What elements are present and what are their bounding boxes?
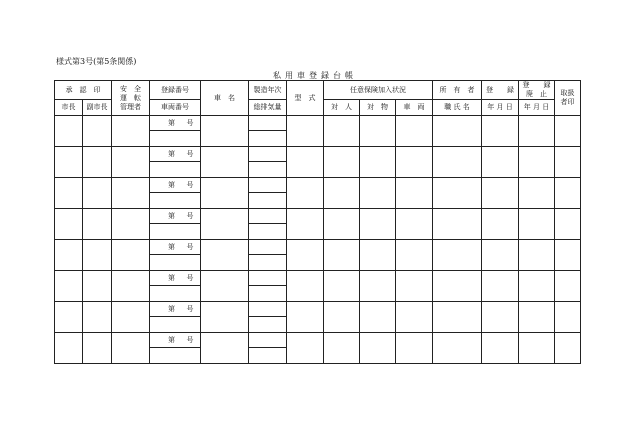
- ledger-cell[interactable]: [360, 271, 396, 302]
- ledger-cell[interactable]: [55, 240, 83, 271]
- ledger-cell[interactable]: [519, 271, 555, 302]
- ledger-cell[interactable]: [433, 271, 482, 302]
- ledger-cell[interactable]: [360, 209, 396, 240]
- ledger-cell[interactable]: [555, 209, 581, 240]
- manufacture-year-cell[interactable]: [249, 240, 287, 255]
- ledger-cell[interactable]: [83, 333, 112, 364]
- dereg-date-header: 年 月 日: [519, 100, 555, 116]
- ledger-cell[interactable]: [324, 333, 360, 364]
- reg-date-header: 年 月 日: [482, 100, 519, 116]
- ledger-cell[interactable]: [83, 147, 112, 178]
- ledger-cell[interactable]: [112, 302, 150, 333]
- manufacture-year-cell[interactable]: [249, 147, 287, 162]
- ledger-cell[interactable]: [287, 209, 324, 240]
- handler-header: 取扱 者印: [555, 81, 581, 116]
- vice-mayor-header: 副市長: [83, 100, 112, 116]
- ledger-cell[interactable]: [112, 240, 150, 271]
- ledger-cell[interactable]: [287, 147, 324, 178]
- table-row: [55, 178, 581, 193]
- ledger-cell[interactable]: [555, 271, 581, 302]
- displacement-cell[interactable]: [249, 162, 287, 178]
- ledger-cell[interactable]: [201, 147, 249, 178]
- page-title: 私用車登録台帳: [273, 71, 357, 80]
- registration-ledger-table: [54, 80, 581, 364]
- row-suffix: 号: [186, 180, 194, 189]
- ledger-cell[interactable]: [201, 116, 249, 147]
- reg-number-cell[interactable]: [150, 240, 201, 255]
- displacement-cell[interactable]: [249, 286, 287, 302]
- ledger-cell[interactable]: [519, 116, 555, 147]
- row-suffix: 号: [186, 304, 194, 313]
- property-header: 対 物: [360, 100, 396, 116]
- displacement-cell[interactable]: [249, 193, 287, 209]
- reg-number-cell[interactable]: [150, 116, 201, 131]
- ledger-cell[interactable]: [83, 240, 112, 271]
- ledger-cell[interactable]: [482, 178, 519, 209]
- approval-header: 承 認 印: [55, 81, 112, 100]
- row-suffix: 号: [186, 273, 194, 282]
- ledger-cell[interactable]: [360, 240, 396, 271]
- ledger-cell[interactable]: [55, 271, 83, 302]
- ledger-cell[interactable]: [555, 333, 581, 364]
- ledger-cell[interactable]: [55, 116, 83, 147]
- ledger-cell[interactable]: [519, 178, 555, 209]
- vehicle-number-header: 車両番号: [150, 100, 201, 116]
- ledger-cell[interactable]: [324, 178, 360, 209]
- ledger-cell[interactable]: [433, 116, 482, 147]
- ledger-cell[interactable]: [519, 240, 555, 271]
- manufacture-year-cell[interactable]: [249, 116, 287, 131]
- reg-number-cell[interactable]: [150, 178, 201, 193]
- row-prefix: 第: [168, 335, 175, 344]
- ledger-cell[interactable]: [433, 178, 482, 209]
- ledger-cell[interactable]: [433, 147, 482, 178]
- ledger-cell[interactable]: [201, 178, 249, 209]
- manufacture-year-cell[interactable]: [249, 302, 287, 317]
- mayor-header: 市長: [55, 100, 83, 116]
- safety-manager-header: 安 全 運 転 管理者: [112, 81, 150, 116]
- ledger-cell[interactable]: [482, 302, 519, 333]
- ledger-cell[interactable]: [112, 147, 150, 178]
- ledger-cell[interactable]: [555, 147, 581, 178]
- ledger-cell[interactable]: [433, 240, 482, 271]
- ledger-cell[interactable]: [482, 209, 519, 240]
- table-row: [55, 116, 581, 131]
- deregistration-header: 登 録 廃 止: [519, 81, 555, 100]
- model-header: 型 式: [287, 81, 324, 116]
- table-row: [55, 271, 581, 286]
- ledger-cell[interactable]: [396, 240, 433, 271]
- ledger-cell[interactable]: [201, 333, 249, 364]
- vehicle-number-cell[interactable]: [150, 348, 201, 364]
- ledger-cell[interactable]: [324, 116, 360, 147]
- ledger-cell[interactable]: [83, 302, 112, 333]
- manufacture-year-cell[interactable]: [249, 271, 287, 286]
- reg-number-header: 登録番号: [150, 81, 201, 100]
- ledger-cell[interactable]: [287, 240, 324, 271]
- reg-number-cell[interactable]: [150, 302, 201, 317]
- ledger-cell[interactable]: [324, 209, 360, 240]
- vehicle-number-cell[interactable]: [150, 131, 201, 147]
- manufacture-year-cell[interactable]: [249, 209, 287, 224]
- ledger-cell[interactable]: [360, 302, 396, 333]
- ledger-cell[interactable]: [287, 271, 324, 302]
- displacement-cell[interactable]: [249, 224, 287, 240]
- row-suffix: 号: [186, 118, 194, 127]
- manufacture-year-cell[interactable]: [249, 333, 287, 348]
- row-suffix: 号: [186, 149, 194, 158]
- table-row: [55, 147, 581, 162]
- ledger-cell[interactable]: [519, 302, 555, 333]
- ledger-cell[interactable]: [287, 302, 324, 333]
- reg-number-cell[interactable]: [150, 271, 201, 286]
- ledger-cell[interactable]: [555, 240, 581, 271]
- ledger-cell[interactable]: [482, 333, 519, 364]
- ledger-cell[interactable]: [112, 116, 150, 147]
- ledger-cell[interactable]: [112, 271, 150, 302]
- ledger-cell[interactable]: [201, 209, 249, 240]
- vehicle-number-cell[interactable]: [150, 193, 201, 209]
- displacement-cell[interactable]: [249, 348, 287, 364]
- displacement-cell[interactable]: [249, 131, 287, 147]
- row-prefix: 第: [168, 180, 175, 189]
- reg-number-cell[interactable]: [150, 333, 201, 348]
- ledger-cell[interactable]: [55, 209, 83, 240]
- form-label: 様式第3号(第5条関係): [56, 57, 137, 66]
- car-name-header: 車 名: [201, 81, 249, 116]
- ledger-cell[interactable]: [396, 271, 433, 302]
- row-prefix: 第: [168, 149, 175, 158]
- displacement-cell[interactable]: [249, 255, 287, 271]
- ledger-cell[interactable]: [519, 333, 555, 364]
- vehicle-number-cell[interactable]: [150, 317, 201, 333]
- ledger-cell[interactable]: [324, 271, 360, 302]
- ledger-cell[interactable]: [324, 240, 360, 271]
- vehicle-number-cell[interactable]: [150, 162, 201, 178]
- ledger-cell[interactable]: [324, 302, 360, 333]
- ledger-cell[interactable]: [396, 116, 433, 147]
- ledger-cell[interactable]: [201, 240, 249, 271]
- manufacture-year-header: 製造年次: [249, 81, 287, 100]
- ledger-cell[interactable]: [83, 178, 112, 209]
- ledger-cell[interactable]: [201, 271, 249, 302]
- ledger-cell[interactable]: [433, 333, 482, 364]
- row-prefix: 第: [168, 242, 175, 251]
- ledger-cell[interactable]: [201, 302, 249, 333]
- row-suffix: 号: [186, 242, 194, 251]
- ledger-cell[interactable]: [55, 302, 83, 333]
- ledger-cell[interactable]: [287, 333, 324, 364]
- vehicle-header: 車 両: [396, 100, 433, 116]
- ledger-cell[interactable]: [482, 271, 519, 302]
- ledger-cell[interactable]: [360, 116, 396, 147]
- ledger-cell[interactable]: [360, 147, 396, 178]
- ledger-cell[interactable]: [396, 333, 433, 364]
- insurance-header: 任意保険加入状況: [324, 81, 433, 100]
- ledger-cell[interactable]: [482, 116, 519, 147]
- row-suffix: 号: [186, 335, 194, 344]
- ledger-cell[interactable]: [555, 116, 581, 147]
- row-prefix: 第: [168, 118, 175, 127]
- row-prefix: 第: [168, 273, 175, 282]
- vehicle-number-cell[interactable]: [150, 224, 201, 240]
- row-prefix: 第: [168, 304, 175, 313]
- ledger-cell[interactable]: [55, 147, 83, 178]
- reg-number-cell[interactable]: [150, 209, 201, 224]
- ledger-cell[interactable]: [396, 209, 433, 240]
- ledger-cell[interactable]: [482, 240, 519, 271]
- ledger-cell[interactable]: [83, 209, 112, 240]
- ledger-cell[interactable]: [83, 116, 112, 147]
- ledger-cell[interactable]: [555, 178, 581, 209]
- bodily-header: 対 人: [324, 100, 360, 116]
- ledger-cell[interactable]: [112, 178, 150, 209]
- row-prefix: 第: [168, 211, 175, 220]
- ledger-cell[interactable]: [360, 178, 396, 209]
- table-row: [55, 302, 581, 317]
- ledger-body: [55, 116, 581, 364]
- ledger-cell[interactable]: [83, 271, 112, 302]
- ledger-cell[interactable]: [519, 209, 555, 240]
- ledger-cell[interactable]: [433, 209, 482, 240]
- owner-sub-header: 職 氏 名: [433, 100, 482, 116]
- reg-number-cell[interactable]: [150, 147, 201, 162]
- vehicle-number-cell[interactable]: [150, 255, 201, 271]
- row-suffix: 号: [186, 211, 194, 220]
- ledger-cell[interactable]: [287, 116, 324, 147]
- owner-header: 所 有 者: [433, 81, 482, 100]
- ledger-cell[interactable]: [324, 147, 360, 178]
- ledger-cell[interactable]: [112, 209, 150, 240]
- manufacture-year-cell[interactable]: [249, 178, 287, 193]
- ledger-cell[interactable]: [55, 333, 83, 364]
- registration-header: 登 録: [482, 81, 519, 100]
- table-row: [55, 209, 581, 224]
- vehicle-number-cell[interactable]: [150, 286, 201, 302]
- ledger-cell[interactable]: [396, 178, 433, 209]
- table-row: [55, 240, 581, 255]
- ledger-cell[interactable]: [360, 333, 396, 364]
- ledger-cell[interactable]: [287, 178, 324, 209]
- displacement-cell[interactable]: [249, 317, 287, 333]
- ledger-cell[interactable]: [433, 302, 482, 333]
- ledger-cell[interactable]: [519, 147, 555, 178]
- ledger-cell[interactable]: [555, 302, 581, 333]
- ledger-cell[interactable]: [396, 302, 433, 333]
- ledger-cell[interactable]: [112, 333, 150, 364]
- ledger-cell[interactable]: [482, 147, 519, 178]
- ledger-cell[interactable]: [396, 147, 433, 178]
- displacement-header: 総排気量: [249, 100, 287, 116]
- table-row: [55, 333, 581, 348]
- ledger-cell[interactable]: [55, 178, 83, 209]
